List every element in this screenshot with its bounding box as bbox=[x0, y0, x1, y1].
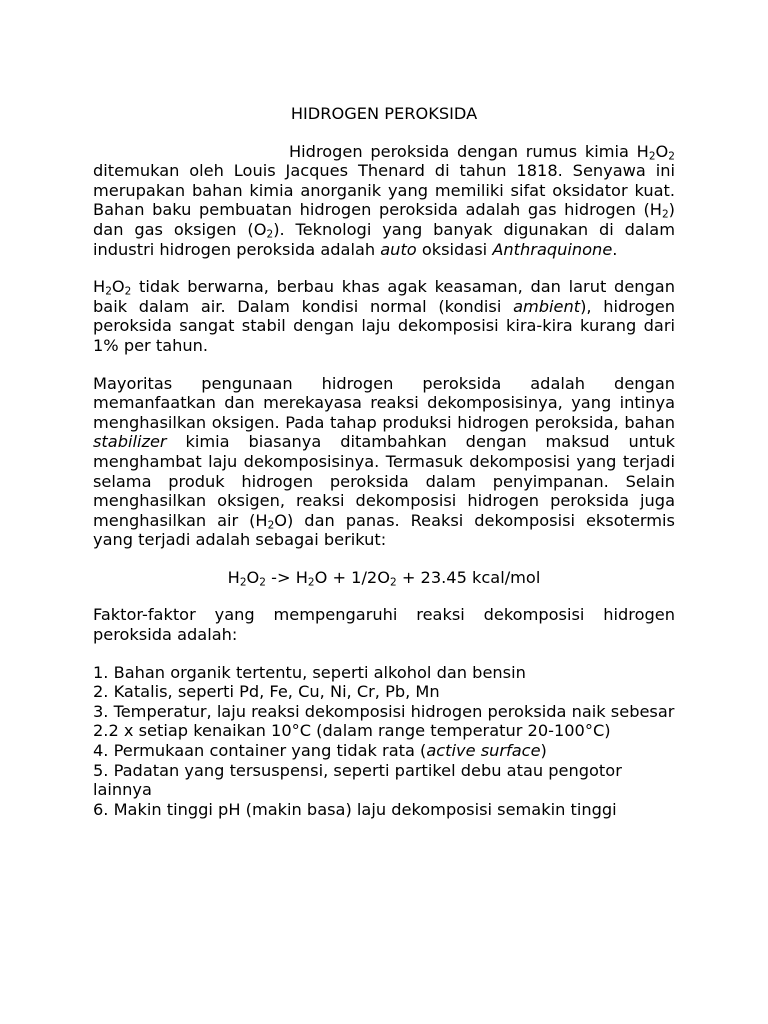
list-item: 5. Padatan yang tersuspensi, seperti partikel debu atau pengotor lainnya bbox=[93, 760, 622, 800]
factors-list bbox=[93, 663, 675, 820]
subscript: 2 bbox=[307, 576, 315, 589]
italic-text: active surface bbox=[426, 741, 541, 761]
paragraph-properties bbox=[93, 277, 675, 355]
italic-text: Anthraquinone bbox=[492, 239, 613, 259]
italic-text: stabilizer bbox=[93, 432, 167, 452]
text: Hidrogen peroksida dengan rumus kimia bbox=[289, 141, 637, 161]
text: ) dan gas oksigen (O bbox=[93, 200, 675, 239]
text: kimia biasanya ditambahkan dengan maksud untuk menghambat laju dekomposisinya. Termasuk dekomposisi yang terjadi selama produk hidrogen peroksida dalam penyimpanan. Selain menghasilkan oksigen, reaksi dekomposisi hidrogen peroksida juga menghasilkan air (H bbox=[93, 432, 675, 530]
italic-text: auto bbox=[380, 239, 417, 259]
text: 4. Permukaan container yang tidak rata ( bbox=[93, 741, 427, 761]
paragraph-decomposition bbox=[93, 374, 675, 550]
text: O + 1/2O bbox=[314, 567, 390, 587]
text: O) dan panas. Reaksi dekomposisi eksotermis yang terjadi adalah sebagai berikut: bbox=[93, 510, 675, 550]
text: oksidasi bbox=[416, 239, 493, 259]
subscript: 2 bbox=[239, 576, 247, 589]
list-item: 6. Makin tinggi pH (makin basa) laju dekomposisi semakin tinggi bbox=[93, 799, 617, 819]
text: ditemukan oleh Louis Jacques Thenard di tahun 1818. Senyawa ini merupakan bahan kimia anorganik yang memiliki sifat oksidator kuat. Bahan baku pembuatan hidrogen peroksida adalah gas hidrogen (H bbox=[93, 161, 675, 220]
subscript: 2 bbox=[661, 209, 669, 221]
list-item: 1. Bahan organik tertentu, seperti alkohol dan bensin bbox=[93, 662, 526, 682]
text: ). Teknologi yang banyak digunakan di dalam industri hidrogen peroksida adalah bbox=[93, 219, 675, 259]
text: Mayoritas pengunaan hidrogen peroksida adalah dengan memanfaatkan dan merekayasa reaksi dekomposisinya, yang intinya menghasilkan oksigen. Pada tahap produksi hidrogen peroksida, bahan bbox=[93, 373, 675, 432]
text: + 23.45 kcal/mol bbox=[396, 567, 541, 587]
subscript: 2 bbox=[389, 576, 397, 589]
text: ), hidrogen peroksida sangat stabil dengan laju dekomposisi kira-kira kurang dari 1% per tahun. bbox=[93, 296, 675, 355]
reaction-equation bbox=[93, 568, 675, 588]
subscript: 2 bbox=[668, 150, 675, 163]
list-item bbox=[93, 741, 675, 761]
subscript: 2 bbox=[267, 519, 275, 532]
factors-intro: Faktor-faktor yang mempengaruhi reaksi dekomposisi hidrogen peroksida adalah: bbox=[93, 605, 675, 645]
text: O bbox=[246, 567, 260, 587]
text: H bbox=[636, 141, 649, 161]
text: -> H bbox=[266, 567, 308, 587]
subscript: 2 bbox=[105, 285, 112, 298]
list-item: 3. Temperatur, laju reaksi dekomposisi hidrogen peroksida naik sebesar 2.2 x setiap kenaikan 10°C (dalam range temperatur 20-100°C) bbox=[93, 701, 675, 741]
subscript: 2 bbox=[266, 228, 274, 241]
text: O bbox=[111, 277, 125, 297]
italic-text: ambient bbox=[513, 296, 581, 316]
text: H bbox=[93, 277, 106, 297]
document-page bbox=[93, 104, 675, 819]
subscript: 2 bbox=[259, 576, 266, 589]
document-title: HIDROGEN PEROKSIDA bbox=[290, 104, 478, 123]
subscript: 2 bbox=[648, 150, 656, 163]
paragraph-intro bbox=[93, 142, 675, 260]
text: . bbox=[612, 239, 618, 259]
text: ) bbox=[540, 741, 547, 761]
text: O bbox=[655, 141, 669, 161]
text: H bbox=[227, 567, 240, 587]
list-item: 2. Katalis, seperti Pd, Fe, Cu, Ni, Cr, Pb, Mn bbox=[93, 682, 440, 702]
text: tidak berwarna, berbau khas agak keasaman, dan larut dengan baik dalam air. Dalam kondisi normal (kondisi bbox=[93, 277, 675, 316]
subscript: 2 bbox=[124, 285, 132, 298]
